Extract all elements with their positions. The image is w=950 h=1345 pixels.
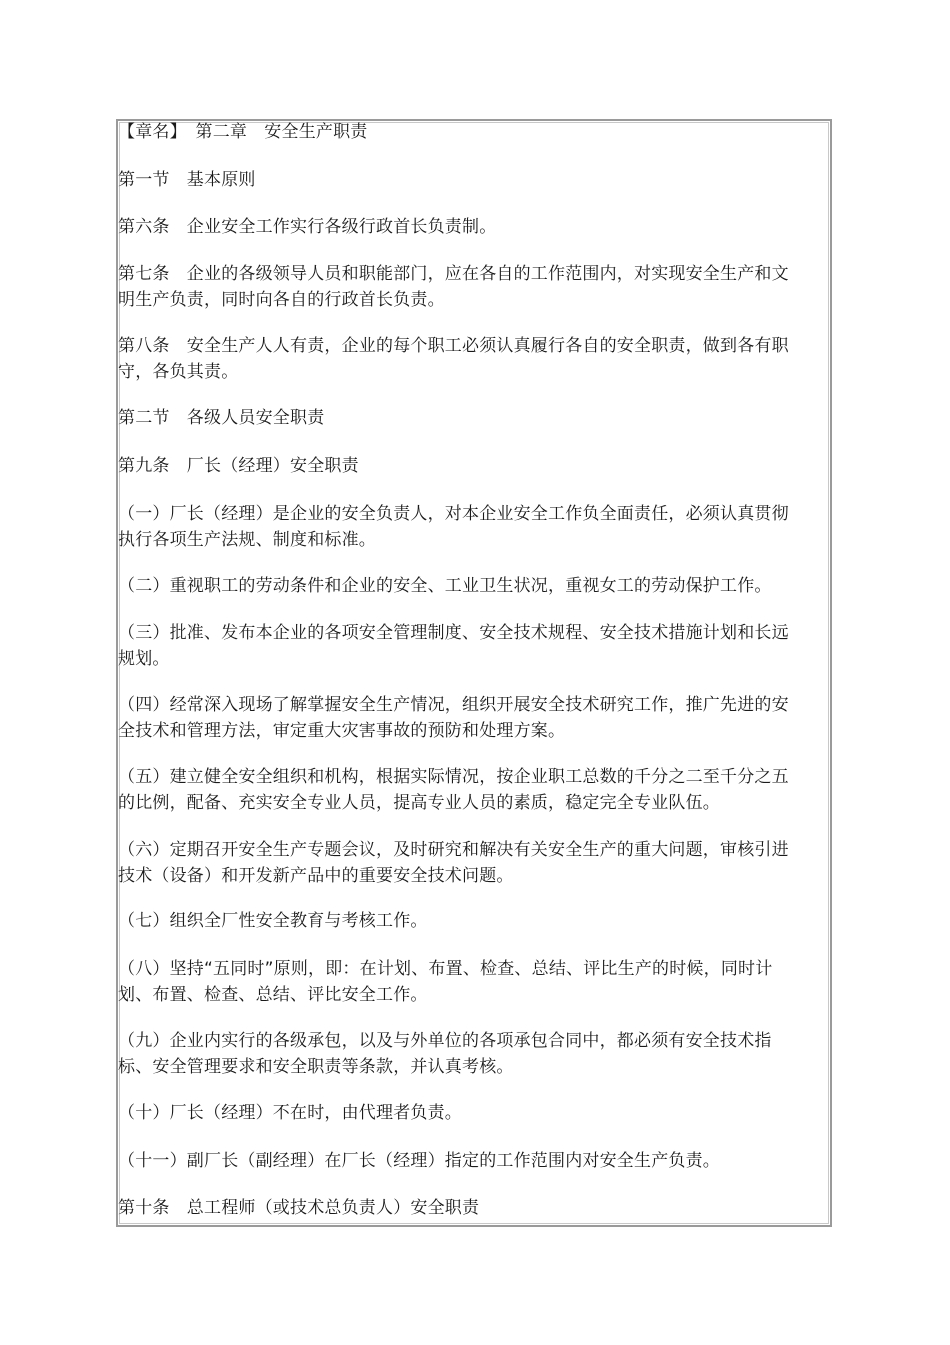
clause-paragraph: （六）定期召开安全生产专题会议，及时研究和解决有关安全生产的重大问题，审核引进技术（设备）和开发新产品中的重要安全技术问题。: [118, 840, 789, 886]
section-heading: 第二节 各级人员安全职责: [118, 408, 325, 428]
clause-paragraph: （二）重视职工的劳动条件和企业的安全、工业卫生状况，重视女工的劳动保护工作。: [118, 576, 772, 596]
article-paragraph: 第九条 厂长（经理）安全职责: [118, 456, 359, 476]
article-paragraph: 第十条 总工程师（或技术总负责人）安全职责: [118, 1198, 480, 1218]
clause-paragraph: （九）企业内实行的各级承包，以及与外单位的各项承包合同中，都必须有安全技术指标、安全管理要求和安全职责等条款，并认真考核。: [118, 1031, 772, 1077]
clause-paragraph: （十一）副厂长（副经理）在厂长（经理）指定的工作范围内对安全生产负责。: [118, 1151, 720, 1171]
clause-paragraph: （十）厂长（经理）不在时，由代理者负责。: [118, 1103, 462, 1123]
clause-paragraph: （八）坚持“五同时”原则，即：在计划、布置、检查、总结、评比生产的时候，同时计划、布置、检查、总结、评比安全工作。: [118, 959, 773, 1005]
article-paragraph: 第七条 企业的各级领导人员和职能部门，应在各自的工作范围内，对实现安全生产和文明生产负责，同时向各自的行政首长负责。: [118, 264, 789, 310]
article-paragraph: 第六条 企业安全工作实行各级行政首长负责制。: [118, 217, 497, 237]
article-paragraph: 第八条 安全生产人人有责，企业的每个职工必须认真履行各自的安全职责，做到各有职守，各负其责。: [118, 336, 789, 382]
clause-paragraph: （一）厂长（经理）是企业的安全负责人，对本企业安全工作负全面责任，必须认真贯彻执行各项生产法规、制度和标准。: [118, 504, 789, 550]
section-heading: 第一节 基本原则: [118, 170, 256, 190]
chapter-title: 【章名】 第二章 安全生产职责: [118, 122, 368, 142]
clause-paragraph: （三）批准、发布本企业的各项安全管理制度、安全技术规程、安全技术措施计划和长远规划。: [118, 623, 789, 669]
clause-paragraph: （四）经常深入现场了解掌握安全生产情况，组织开展安全技术研究工作，推广先进的安全技术和管理方法，审定重大灾害事故的预防和处理方案。: [118, 695, 789, 741]
clause-paragraph: （五）建立健全安全组织和机构，根据实际情况，按企业职工总数的千分之二至千分之五的比例，配备、充实安全专业人员，提高专业人员的素质，稳定完全专业队伍。: [118, 767, 789, 813]
clause-paragraph: （七）组织全厂性安全教育与考核工作。: [118, 911, 428, 931]
